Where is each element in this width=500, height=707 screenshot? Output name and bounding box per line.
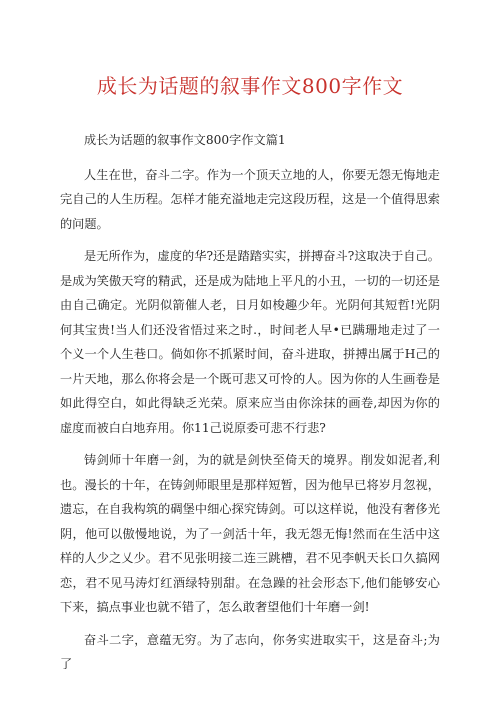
paragraph-2: 是无所作为，虚度的华?还是踏踏实实，拼搏奋斗?这取决于自己。是成为笑傲天穹的精武，还是成为陆地上平凡的小丑，一切的一切还是由自己确定。光阴似箭催人老，日月如梭趣少年。光阴何其短哲!光阴何其宝贵!当人们还没省悟过来之时.，时间老人早•已蹒珊地走过了一个义一个人生巷口。倘如你不抓紧时间，奋斗进取，拼搏出属于H己的一片天地，那么你将会是一个既可悲又可怜的人。因为你的人生画卷是如此得空白，如此得缺乏光荣。原来应当由你涂抹的画卷,却因为你的虚度而被白白地弃用。你11己说原委可悲不行悲? (60, 249, 440, 435)
paragraph-1: 人生在世，奋斗二字。作为一个顶天立地的人，你要无怨无悔地走完自己的人生历程。怎样才能充溢地走完这段历程，这是一个值得思索的问题。 (60, 167, 440, 231)
paragraph-4: 奋斗二字，意蕴无穷。为了志向，你务实进取实干，这是奋斗;为了 (60, 632, 440, 671)
document-title: 成长为话题的叙事作文800字作文 (96, 74, 404, 98)
paragraph-3: 铸剑师十年磨一剑，为的就是剑快至倚天的境界。削发如泥者,利也。漫长的十年，在铸剑师眼里是那样短暂，因为他早已将岁月忽视，遗忘，在自我构筑的碉堡中细心探究铸剑。可以这样说，他没有奢侈光阴，他可以傲慢地说，为了一剑活十年，我无怨无悔!然而在生活中这样的人少之乂少。君不见张明接二连三跳槽，君不见李帆天长口久搞网恋，君不见马涛灯红酒绿特别甜。在急躁的社会形态下,他们能够安心下来，搞点事业也就不错了，怎么敢奢望他们十年磨一剑! (60, 453, 440, 614)
section-heading: 成长为话题的叙事作文800字作文篇1 (84, 133, 286, 147)
